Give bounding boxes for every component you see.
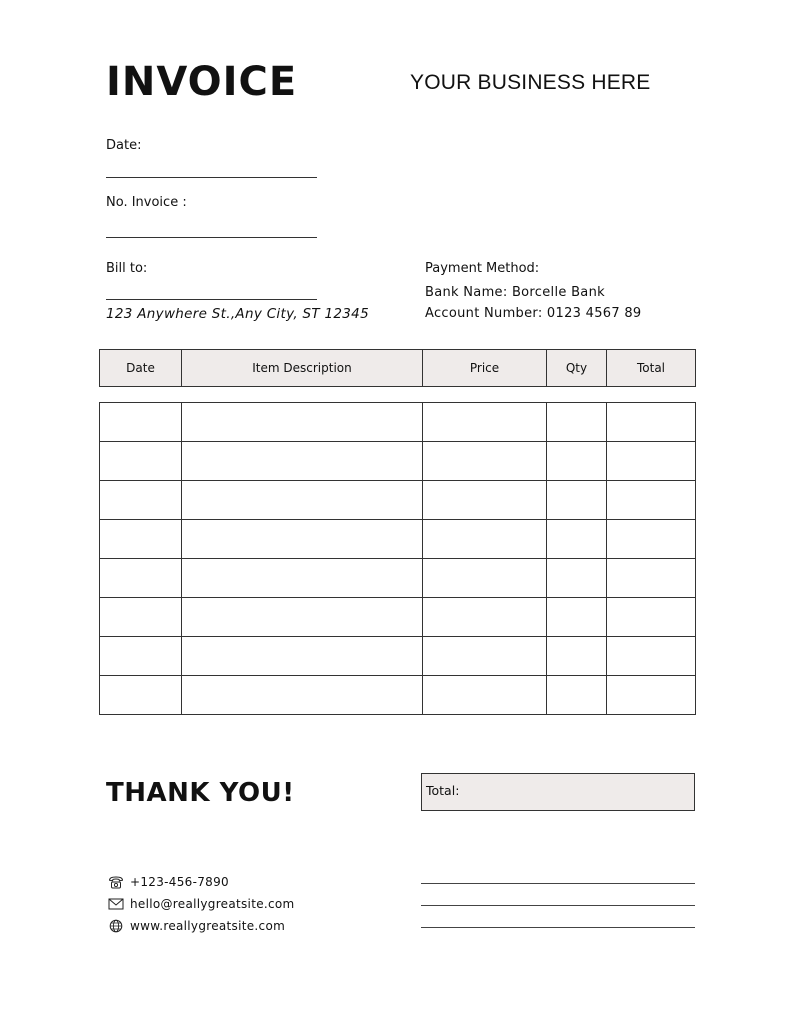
thank-you-message: THANK YOU!	[106, 778, 295, 808]
table-cell[interactable]	[607, 637, 696, 676]
table-cell[interactable]	[100, 442, 182, 481]
table-cell[interactable]	[607, 403, 696, 442]
table-cell[interactable]	[100, 559, 182, 598]
table-cell[interactable]	[182, 598, 423, 637]
table-cell[interactable]	[423, 520, 547, 559]
signature-line-3[interactable]	[421, 927, 695, 928]
date-label: Date:	[106, 138, 142, 153]
table-cell[interactable]	[100, 403, 182, 442]
bill-to-label: Bill to:	[106, 261, 148, 276]
table-cell[interactable]	[182, 520, 423, 559]
table-cell[interactable]	[547, 403, 607, 442]
column-header-price: Price	[423, 350, 547, 387]
table-cell[interactable]	[423, 559, 547, 598]
table-cell[interactable]	[607, 520, 696, 559]
contact-email	[108, 897, 295, 911]
invoice-number-label: No. Invoice :	[106, 195, 187, 210]
table-cell[interactable]	[423, 598, 547, 637]
signature-line-1[interactable]	[421, 883, 695, 884]
table-cell[interactable]	[182, 442, 423, 481]
column-header-date: Date	[100, 350, 182, 387]
column-header-item-description: Item Description	[182, 350, 423, 387]
mail-icon	[108, 897, 124, 911]
table-cell[interactable]	[100, 637, 182, 676]
table-cell[interactable]	[100, 481, 182, 520]
table-cell[interactable]	[423, 481, 547, 520]
table-row	[100, 676, 696, 715]
table-cell[interactable]	[182, 676, 423, 715]
total-box[interactable]	[421, 773, 695, 811]
table-row	[100, 520, 696, 559]
signature-line-2[interactable]	[421, 905, 695, 906]
table-cell[interactable]	[547, 442, 607, 481]
table-cell[interactable]	[547, 598, 607, 637]
table-cell[interactable]	[100, 598, 182, 637]
table-cell[interactable]	[547, 559, 607, 598]
table-cell[interactable]	[182, 559, 423, 598]
table-cell[interactable]	[182, 481, 423, 520]
table-cell[interactable]	[423, 637, 547, 676]
table-row	[100, 403, 696, 442]
table-cell[interactable]	[547, 676, 607, 715]
table-cell[interactable]	[100, 676, 182, 715]
table-row	[100, 481, 696, 520]
table-row	[100, 559, 696, 598]
bill-to-address: 123 Anywhere St.,Any City, ST 12345	[106, 306, 369, 322]
account-number: Account Number: 0123 4567 89	[425, 306, 642, 321]
table-cell[interactable]	[182, 403, 423, 442]
invoice-title: INVOICE	[106, 59, 298, 105]
table-cell[interactable]	[182, 637, 423, 676]
table-cell[interactable]	[100, 520, 182, 559]
globe-icon	[108, 919, 124, 933]
table-cell[interactable]	[607, 598, 696, 637]
table-row	[100, 442, 696, 481]
phone-number: +123-456-7890	[130, 875, 229, 889]
table-row	[100, 598, 696, 637]
email-address: hello@reallygreatsite.com	[130, 897, 295, 911]
website-url: www.reallygreatsite.com	[130, 919, 286, 933]
contact-phone	[108, 875, 229, 889]
table-cell[interactable]	[547, 481, 607, 520]
table-row	[100, 637, 696, 676]
table-cell[interactable]	[607, 481, 696, 520]
column-header-total: Total	[607, 350, 696, 387]
total-label: Total:	[426, 783, 460, 798]
bill-to-field-line[interactable]	[106, 299, 317, 300]
table-cell[interactable]	[607, 559, 696, 598]
business-name: YOUR BUSINESS HERE	[410, 71, 651, 94]
table-cell[interactable]	[423, 403, 547, 442]
items-table-body	[99, 402, 696, 715]
contact-website	[108, 919, 285, 933]
invoice-number-field-line[interactable]	[106, 237, 317, 238]
table-cell[interactable]	[423, 442, 547, 481]
table-cell[interactable]	[423, 676, 547, 715]
phone-icon	[108, 875, 124, 889]
items-table-header	[99, 349, 696, 387]
table-cell[interactable]	[547, 637, 607, 676]
column-header-qty: Qty	[547, 350, 607, 387]
table-cell[interactable]	[547, 520, 607, 559]
table-cell[interactable]	[607, 676, 696, 715]
bank-name: Bank Name: Borcelle Bank	[425, 285, 605, 300]
table-cell[interactable]	[607, 442, 696, 481]
payment-method-label: Payment Method:	[425, 261, 540, 276]
date-field-line[interactable]	[106, 177, 317, 178]
